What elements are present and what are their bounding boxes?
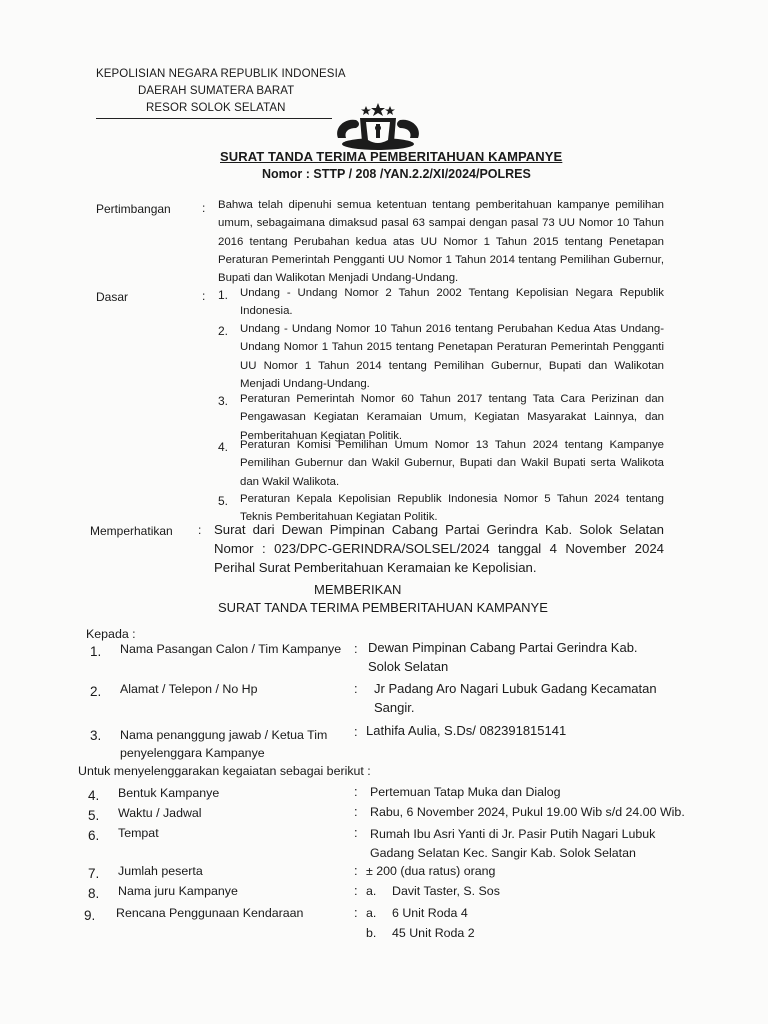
kepada-number: 2.	[90, 684, 102, 699]
pertimbangan-label: Pertimbangan	[96, 202, 171, 216]
kegiatan-value: Pertemuan Tatap Muka dan Dialog	[370, 785, 561, 799]
kegiatan-sub-text: 45 Unit Roda 2	[392, 926, 475, 940]
kegiatan-number: 9.	[84, 908, 96, 923]
dasar-item-number: 3.	[218, 394, 229, 408]
kegiatan-sub-mark: a.	[366, 884, 377, 898]
untuk-label: Untuk menyelenggarakan kegaiatan sebagai berikut :	[78, 764, 371, 778]
kegiatan-colon: :	[354, 784, 358, 799]
kegiatan-sub-text: Davit Taster, S. Sos	[392, 884, 500, 898]
kegiatan-label: Jumlah peserta	[118, 864, 203, 878]
kepada-field-label: Nama Pasangan Calon / Tim Kampanye	[120, 642, 342, 656]
kegiatan-label: Nama juru Kampanye	[118, 884, 238, 898]
memperhatikan-text: Surat dari Dewan Pimpinan Cabang Partai Gerindra Kab. Solok Selatan Nomor : 023/DPC-GERINDRA/SOLSEL/2024 tanggal 4 November 2024 Perihal Surat Pemberitahuan Keramaian ke Kepolisian.	[214, 522, 664, 575]
kegiatan-label: Waktu / Jadwal	[118, 806, 202, 820]
kegiatan-sub-mark: a.	[366, 906, 377, 920]
kegiatan-number: 5.	[88, 808, 100, 823]
kepada-number: 3.	[90, 728, 102, 743]
memperhatikan-colon: :	[198, 523, 202, 537]
kegiatan-colon: :	[354, 883, 358, 898]
kegiatan-number: 6.	[88, 828, 100, 843]
kepada-field-label: Nama penanggung jawab / Ketua Tim penyelenggara Kampanye	[120, 728, 328, 760]
letterhead-line-1: KEPOLISIAN NEGARA REPUBLIK INDONESIA	[96, 68, 346, 80]
kepada-colon: :	[354, 641, 358, 656]
kepada-value: Lathifa Aulia, S.Ds/ 082391815141	[366, 723, 567, 738]
kegiatan-colon: :	[354, 905, 358, 920]
letterhead-line-3: RESOR SOLOK SELATAN	[146, 102, 286, 114]
kegiatan-colon: :	[354, 804, 358, 819]
dasar-item-text: Peraturan Komisi Pemilihan Umum Nomor 13 Tahun 2024 tentang Kampanye Pemilihan Gubernur dan Wakil Gubernur, Bupati dan Wakil Bupati serta Walikota dan Wakil Walikota.	[240, 439, 664, 488]
kegiatan-number: 4.	[88, 788, 100, 803]
kegiatan-colon: :	[354, 863, 358, 878]
dasar-item-text: Undang - Undang Nomor 10 Tahun 2016 tentang Perubahan Kedua Atas Undang-Undang Nomor 1 Tahun 2015 tentang Penetapan Peraturan Pemerintah Pengganti UU Nomor 1 Tahun 2014 tentang Pemilihan Gubernur, Bupati dan Walikotan Menjadi Undang-Undang.	[240, 323, 664, 390]
dasar-item-number: 2.	[218, 324, 229, 338]
kegiatan-number: 8.	[88, 886, 100, 901]
kegiatan-value: Rabu, 6 November 2024, Pukul 19.00 Wib s/d 24.00 Wib.	[370, 805, 685, 819]
letterhead-underline	[96, 118, 332, 119]
kepada-colon: :	[354, 681, 358, 696]
dasar-item-number: 5.	[218, 494, 229, 508]
dasar-label: Dasar	[96, 290, 129, 304]
kegiatan-colon: :	[354, 825, 358, 840]
letterhead-line-2: DAERAH SUMATERA BARAT	[138, 85, 295, 97]
kepada-field-label: Alamat / Telepon / No Hp	[120, 682, 258, 696]
kegiatan-number: 7.	[88, 866, 100, 881]
kegiatan-value: Rumah Ibu Asri Yanti di Jr. Pasir Putih Nagari Lubuk Gadang Selatan Kec. Sangir Kab. Solok Selatan	[370, 827, 656, 860]
pertimbangan-colon: :	[202, 201, 206, 215]
kepada-value: Jr Padang Aro Nagari Lubuk Gadang Kecamatan Sangir.	[374, 681, 657, 715]
dasar-item-text: Undang - Undang Nomor 2 Tahun 2002 Tentang Kepolisian Negara Republik Indonesia.	[240, 287, 664, 318]
dasar-item-number: 4.	[218, 440, 229, 454]
kepada-label: Kepada :	[86, 627, 136, 641]
kegiatan-value: ± 200 (dua ratus) orang	[366, 864, 496, 878]
kepada-value: Dewan Pimpinan Cabang Partai Gerindra Kab. Solok Selatan	[368, 640, 638, 674]
kepada-number: 1.	[90, 644, 102, 659]
kegiatan-sub-text: 6 Unit Roda 4	[392, 906, 468, 920]
memberikan-subheading: SURAT TANDA TERIMA PEMBERITAHUAN KAMPANYE	[218, 600, 548, 615]
dasar-item-text: Peraturan Pemerintah Nomor 60 Tahun 2017 tentang Tata Cara Perizinan dan Pengawasan Kegiatan Keramaian Umum, Kegiatan Masyarakat Lainnya, dan Pemberitahuan Kegiatan Politik.	[240, 393, 664, 442]
kepada-colon: :	[354, 724, 358, 739]
memberikan-heading: MEMBERIKAN	[314, 582, 402, 597]
dasar-colon: :	[202, 289, 206, 303]
dasar-item-number: 1.	[218, 288, 229, 302]
kegiatan-label: Bentuk Kampanye	[118, 786, 220, 800]
kegiatan-sub-mark: b.	[366, 926, 377, 940]
dasar-item-text: Peraturan Kepala Kepolisian Republik Indonesia Nomor 5 Tahun 2024 tentang Teknis Pemberitahuan Kegiatan Politik.	[240, 493, 664, 524]
document-number: Nomor : STTP / 208 /YAN.2.2/XI/2024/POLRES	[262, 167, 531, 181]
kegiatan-label: Rencana Penggunaan Kendaraan	[116, 906, 304, 920]
document-title: SURAT TANDA TERIMA PEMBERITAHUAN KAMPANYE	[220, 149, 563, 164]
kegiatan-label: Tempat	[118, 826, 159, 840]
memperhatikan-label: Memperhatikan	[90, 524, 173, 538]
pertimbangan-text: Bahwa telah dipenuhi semua ketentuan tentang pemberitahuan kampanye pemilihan umum, sebagaimana dimaksud pasal 63 sampai dengan pasal 73 UU Nomor 10 Tahun 2016 tentang Perubahan kedua atas UU Nomor 1 Tahun 2015 tentang Penetapan Peraturan Pemerintah Pengganti UU Nomor 1 Tahun 2014 tentang Pemilihan Gubernur, Bupati dan Walikotan Menjadi Undang-Undang.	[218, 199, 664, 285]
police-emblem-icon	[330, 102, 426, 154]
